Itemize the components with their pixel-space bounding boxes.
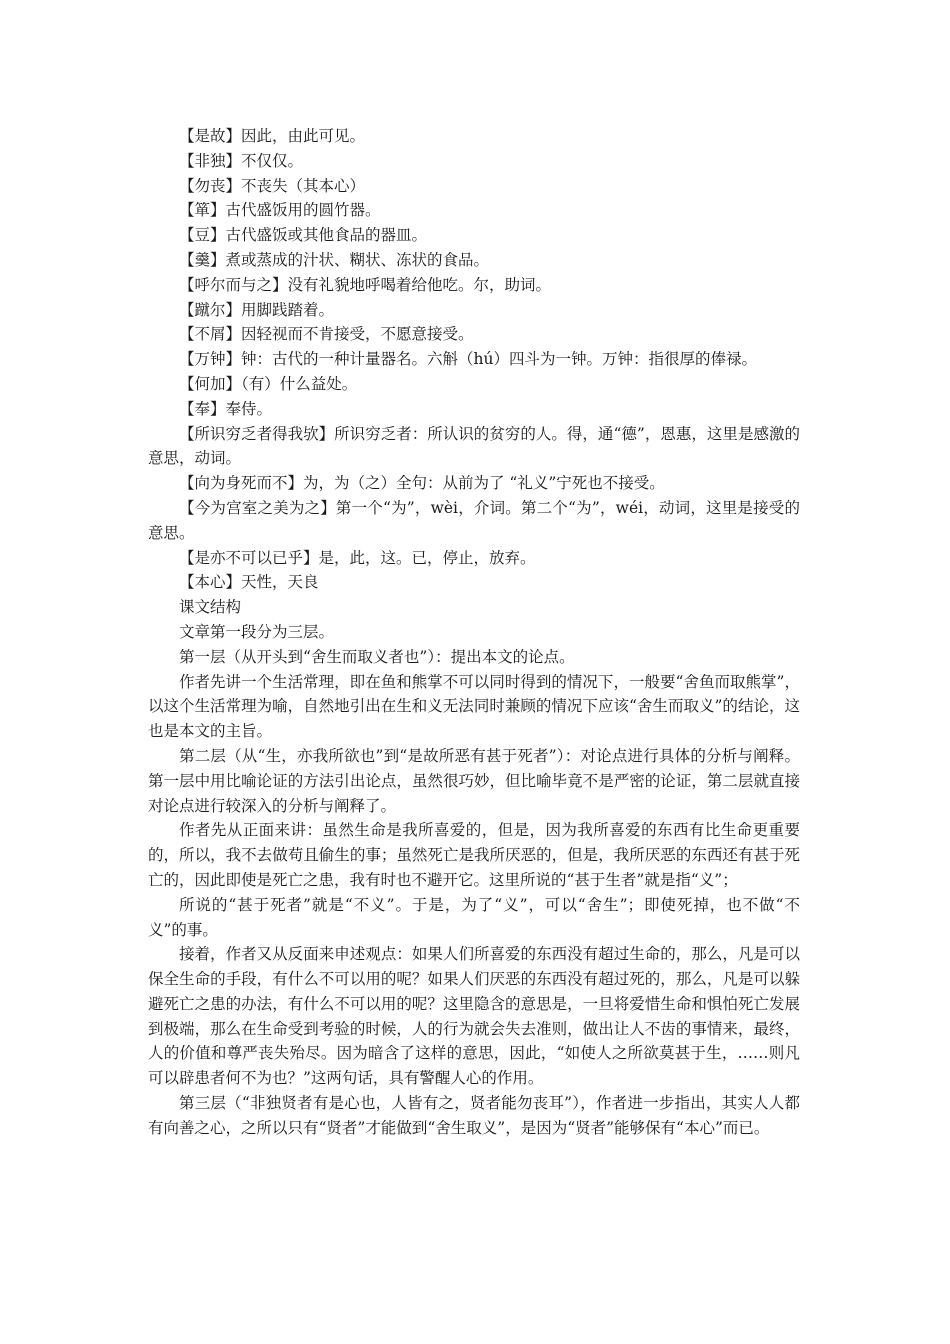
paragraph: 接着，作者又从反面来申述观点：如果人们所喜爱的东西没有超过生命的，那么，凡是可以保全生命的手段，有什么不可以用的呢？如果人们厌恶的东西没有超过死的，那么，凡是可以躲避死亡之患的办法，有什么不可以用的呢？这里隐含的意思是，一旦将爱惜生命和惧怕死亡发展到极端，那么在生命受到考验的时候，人的行为就会失去准则，做出让人不齿的事情来，最终，人的价值和尊严丧失殆尽。因为暗含了这样的意思，因此，“如使人之所欲莫甚于生，……则凡可以辟患者何不为也？”这两句话，具有警醒人心的作用。: [148, 945, 800, 1088]
paragraph: 所说的“甚于死者”就是“不义”。于是，为了“义”，可以“舍生”；即使死掉，也不做“不义”的事。: [148, 895, 800, 939]
paragraph: 文章第一段分为三层。: [179, 622, 335, 641]
paragraph: 第三层（“非独贤者有是心也，人皆有之，贤者能勿丧耳”），作者进一步指出，其实人人都有向善之心，之所以只有“贤者”才能做到“舍生取义”，是因为“贤者”能够保有“本心”而已。: [148, 1094, 800, 1137]
gloss-shiyi: 【是亦不可以已乎】是，此，这。已，停止，放弃。: [179, 548, 536, 567]
paragraph: 第一层（从开头到“舍生而取义者也”）：提出本文的论点。: [179, 647, 575, 666]
paragraph: 第二层（从“生，亦我所欲也”到“是故所恶有甚于死者”）：对论点进行具体的分析与阐释。第一层中用比喻论证的方法引出论点，虽然很巧妙，但比喻毕竟不是严密的论证，第二层就直接对论点进行较深入的分析与阐释了。: [148, 746, 800, 815]
gloss-jinwei: 【今为宫室之美为之】第一个“为”，wèi，介词。第二个“为”，wéi，动词，这里是接受的意思。: [148, 498, 800, 542]
document-body: [148, 124, 800, 1141]
gloss-benxin: 【本心】天性，天良: [179, 573, 319, 592]
gloss-xiangwei: 【向为身死而不】为，为（之）全句：从前为了 “礼义”宁死也不接受。: [179, 474, 665, 493]
gloss-suoshi: 【所识穷乏者得我欤】所识穷乏者：所认识的贫穷的人。得，通“德”，恩惠，这里是感激的意思，动词。: [148, 424, 800, 468]
gloss-geng: 【羹】煮或蒸成的汁状、糊状、冻状的食品。: [179, 250, 490, 269]
paragraph: 作者先从正面来讲：虽然生命是我所喜爱的，但是，因为我所喜爱的东西有比生命更重要的，所以，我不去做苟且偷生的事；虽然死亡是我所厌恶的，但是，我所厌恶的东西还有甚于死亡的，因此即使是死亡之患，我有时也不避开它。这里所说的“甚于生者”就是指“义”；: [148, 821, 800, 889]
gloss-feng: 【奉】奉侍。: [179, 399, 273, 418]
gloss-wanzhong: 【万钟】钟：古代的一种计量器名。六斛（hú）四斗为一钟。万钟：指很厚的俸禄。: [179, 350, 757, 369]
gloss-dan: 【箪】古代盛饭用的圆竹器。: [179, 201, 381, 220]
paragraph: 作者先讲一个生活常理，即在鱼和熊掌不可以同时得到的情况下，一般要“舍鱼而取熊掌”，以这个生活常理为喻，自然地引出在生和义无法同时兼顾的情况下应该“舍生而取义”的结论，这也是本文的主旨。: [148, 672, 800, 741]
section-heading: 课文结构: [179, 598, 242, 617]
gloss-dou: 【豆】古代盛饭或其他食品的器皿。: [179, 226, 428, 245]
gloss-cuer: 【蹴尔】用脚践踏着。: [179, 300, 335, 319]
gloss-feidu: 【非独】不仅仅。: [179, 151, 304, 170]
gloss-shigu: 【是故】因此，由此可见。: [179, 127, 366, 145]
gloss-wusang: 【勿丧】不丧失（其本心）: [179, 176, 366, 195]
gloss-buxie: 【不屑】因轻视而不肯接受，不愿意接受。: [179, 325, 474, 344]
gloss-huer: 【呼尔而与之】没有礼貌地呼喝着给他吃。尔，助词。: [179, 275, 552, 294]
gloss-hejia: 【何加】（有）什么益处。: [179, 374, 358, 393]
